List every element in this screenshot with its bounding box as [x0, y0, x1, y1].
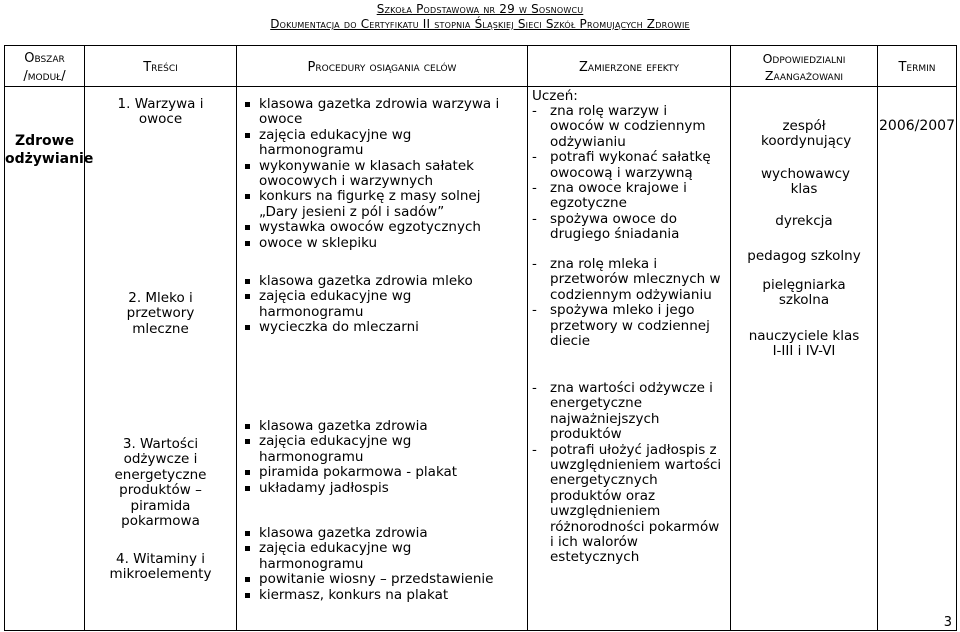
procedury-group-3	[237, 419, 519, 496]
odpowiedzialni-item-3: dyrekcja	[775, 213, 833, 229]
efekty-intro: Uczeń:	[532, 88, 578, 104]
list-item: - zna wartości odżywcze i energetyczne najważniejszych produktów	[528, 381, 724, 443]
list-item: klasowa gazetka zdrowia warzywa i owoce	[237, 97, 519, 128]
list-item: - zna rolę mleka i przetworów mlecznych w codziennym odżywianiu	[528, 257, 724, 303]
program-table	[4, 45, 957, 631]
list-item: owoce w sklepiku	[237, 236, 519, 251]
list-item: klasowa gazetka zdrowia	[237, 419, 519, 434]
list-item: wycieczka do mleczarni	[237, 320, 519, 335]
odpowiedzialni-item-6: nauczyciele klas I-III i IV-VI	[748, 328, 860, 360]
tresci-item-4: 4. Witaminy i mikroelementy	[109, 551, 212, 583]
list-item: zajęcia edukacyjne wg harmonogramu	[237, 128, 519, 159]
termin-cell	[878, 87, 957, 631]
procedury-group-2	[237, 274, 519, 336]
tresci-cell	[85, 87, 237, 631]
list-item: - spożywa mleko i jego przetwory w codziennej diecie	[528, 303, 724, 349]
page-number: 3	[943, 615, 952, 630]
tresci-item-1: 1. Warzywa i owoce	[117, 96, 204, 128]
table-header-row	[5, 46, 957, 87]
header-efekty: Zamierzone efekty	[528, 46, 731, 87]
list-item: - zna rolę warzyw i owoców w codziennym odżywianiu	[528, 104, 724, 150]
list-item: - potrafi ułożyć jadłospis z uwzględnieniem wartości energetycznych produktów oraz uwzględnieniem różnorodności pokarmów i ich walorów estetycznych	[528, 443, 724, 566]
document-header-school: Szkoła Podstawowa nr 29 w Sosnowcu	[376, 2, 584, 16]
tresci-item-3: 3. Wartości odżywcze i energetyczne produktów – piramida pokarmowa	[114, 436, 207, 530]
termin-value: 2006/2007	[879, 118, 955, 134]
list-item: klasowa gazetka zdrowia mleko	[237, 274, 519, 289]
list-item: zajęcia edukacyjne wg harmonogramu	[237, 434, 519, 465]
header-procedury: Procedury osiągania celów	[237, 46, 528, 87]
list-item: piramida pokarmowa - plakat	[237, 465, 519, 480]
tresci-item-2: 2. Mleko i przetwory mleczne	[126, 290, 195, 337]
list-item: klasowa gazetka zdrowia	[237, 526, 519, 541]
odpowiedzialni-item-1: zespół koordynujący	[761, 118, 852, 150]
efekty-group-2	[528, 257, 724, 349]
odpowiedzialni-item-2: wychowawcy klas	[761, 166, 851, 198]
efekty-cell	[528, 87, 731, 631]
table-row	[5, 87, 957, 631]
efekty-group-3	[528, 381, 724, 566]
list-item: kiermasz, konkurs na plakat	[237, 588, 519, 603]
list-item: wystawka owoców egzotycznych	[237, 220, 519, 235]
list-item: powitanie wiosny – przedstawienie	[237, 572, 519, 587]
header-odpowiedzialni: Odpowiedzialni Zaangażowani	[731, 46, 878, 87]
list-item: - potrafi wykonać sałatkę owocową i warzywną	[528, 150, 724, 181]
list-item: - spożywa owoce do drugiego śniadania	[528, 212, 724, 243]
list-item: układamy jadłospis	[237, 481, 519, 496]
header-tresci: Treści	[85, 46, 237, 87]
odpowiedzialni-cell	[731, 87, 878, 631]
list-item: zajęcia edukacyjne wg harmonogramu	[237, 289, 519, 320]
list-item: konkurs na figurkę z masy solnej „Dary jesieni z pól i sadów”	[237, 189, 519, 220]
efekty-group-1	[528, 104, 724, 243]
odpowiedzialni-item-5: pielęgniarka szkolna	[762, 277, 846, 309]
document-header-title: Dokumentacja do Certyfikatu II stopnia Śląskiej Sieci Szkół Promujących Zdrowie	[270, 17, 690, 31]
odpowiedzialni-item-4: pedagog szkolny	[747, 248, 861, 264]
procedury-cell	[237, 87, 528, 631]
list-item: - zna owoce krajowe i egzotyczne	[528, 181, 724, 212]
list-item: wykonywanie w klasach sałatek owocowych i warzywnych	[237, 159, 519, 190]
header-termin: Termin	[878, 46, 957, 87]
list-item: zajęcia edukacyjne wg harmonogramu	[237, 541, 519, 572]
obszar-cell: Zdrowe odżywianie	[5, 87, 85, 631]
procedury-group-1	[237, 97, 519, 251]
header-obszar: Obszar /moduł/	[5, 46, 85, 87]
procedury-group-4	[237, 526, 519, 603]
